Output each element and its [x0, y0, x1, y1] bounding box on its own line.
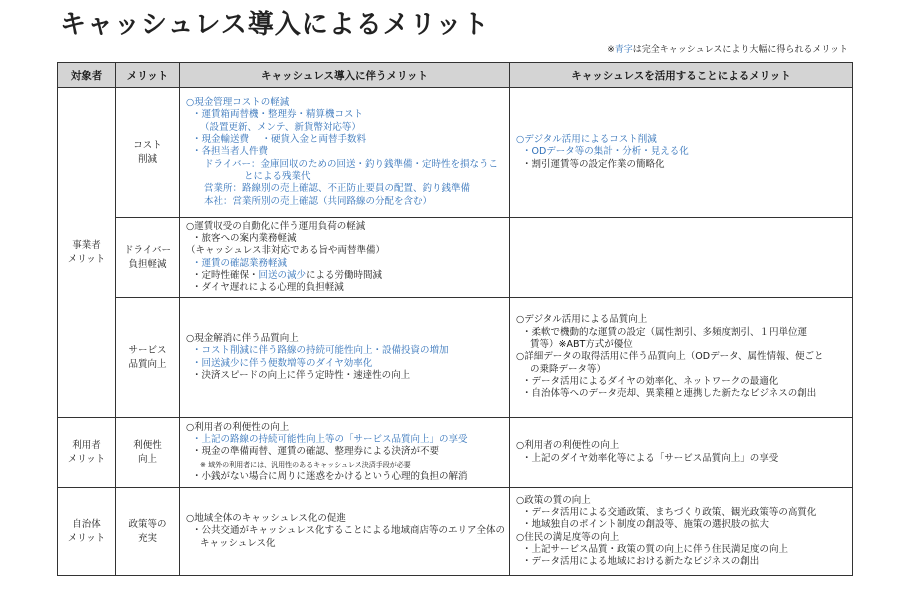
merit-line: サービス	[128, 344, 167, 356]
intro-cell	[180, 298, 510, 418]
text-line: ・上記の路線の持続可能性向上等の「サービス品質向上」の享受	[192, 434, 468, 446]
merit-line: ドライバー	[123, 244, 172, 256]
text-line: ○現金解消に伴う品質向上	[186, 332, 299, 344]
text-line: （キャッシュレス非対応である旨や両替準備）	[186, 245, 386, 257]
text-line: ・回送減少に伴う便数増等のダイヤ効率化	[192, 357, 373, 369]
text-line: ○住民の満足度等の向上	[516, 531, 620, 543]
use-cell	[510, 88, 853, 218]
text-line: ○現金管理コストの軽減	[186, 97, 290, 109]
intro-cell	[180, 418, 510, 488]
text-line: ○デジタル活用による品質向上	[516, 314, 648, 326]
header-intro-merit: キャッシュレス導入に伴うメリット	[180, 63, 510, 88]
table-row	[58, 88, 853, 218]
target-user	[58, 418, 116, 488]
text-line: ・データ活用による地域における新たなビジネスの創出	[522, 556, 760, 568]
merit-table	[57, 62, 853, 576]
text-line: ○利用者の利便性の向上	[516, 440, 620, 452]
merit-driver-burden	[116, 218, 180, 298]
merit-line: コスト	[133, 139, 162, 151]
text-line: ・各担当者人件費	[192, 146, 269, 158]
intro-cell	[180, 88, 510, 218]
text-line: ・運賃の確認業務軽減	[192, 257, 288, 269]
use-cell	[510, 488, 853, 576]
target-municipality	[58, 488, 116, 576]
text-line: ・現金の準備両替、運賃の確認、整理券による決済が不要	[192, 446, 440, 458]
header-target: 対象者	[58, 63, 116, 88]
text-line: ・自治体等へのデータ売却、異業種と連携した新たなビジネスの創出	[522, 388, 817, 400]
merit-line: 負担軽減	[128, 258, 167, 270]
text-line: ・旅客への案内業務軽減	[192, 232, 297, 244]
text-line: 本社：営業所別の売上確認（共同路線の分配を含む）	[204, 195, 433, 207]
merit-policy	[116, 488, 180, 576]
intro-cell	[180, 218, 510, 298]
merit-line: 向上	[137, 453, 157, 465]
note-suffix: は完全キャッシュレスにより大幅に得られるメリット	[632, 45, 848, 55]
use-cell	[510, 298, 853, 418]
merit-line: 品質向上	[128, 358, 167, 370]
text-line: ・決済スピードの向上に伴う定時性・速達性の向上	[192, 369, 411, 381]
legend-note	[607, 42, 848, 55]
merit-line: 充実	[137, 532, 157, 544]
text-line: 営業所：路線別の売上確認、不正防止要員の配置、釣り銭準備	[204, 183, 471, 195]
note-prefix: ※	[607, 45, 615, 55]
text-line-note: ※ 域外の利用者には、汎用性のあるキャッシュレス決済手段が必要	[200, 460, 411, 469]
table-row	[58, 418, 853, 488]
text-line: ・柔軟で機動的な運賃の設定（属性割引、多頻度割引、１円単位運	[522, 326, 808, 338]
note-blue-word: 青字	[614, 45, 633, 55]
header-merit: メリット	[116, 63, 180, 88]
target-line: 利用者	[72, 439, 101, 451]
text-segment: ・定時性確保・	[192, 269, 259, 281]
text-segment: による労働時間減	[306, 269, 383, 281]
text-line: ・上記サービス品質・政策の質の向上に伴う住民満足度の向上	[522, 543, 789, 555]
text-line: ・運賃箱両替機・整理券・精算機コスト	[192, 109, 364, 121]
text-line: ・公共交通がキャッシュレス化することによる地域商店等のエリア全体の	[192, 525, 506, 537]
use-cell-empty	[510, 218, 853, 298]
text-line: ○利用者の利便性の向上	[186, 421, 290, 433]
target-line: メリット	[67, 453, 106, 465]
text-line: ・データ活用によるダイヤの効率化、ネットワークの最適化	[522, 375, 779, 387]
merit-line: 政策等の	[128, 518, 167, 530]
text-line: ドライバー：金庫回収のための回送・釣り銭準備・定時性を損なうこ	[204, 158, 499, 170]
text-line: ・コスト削減に伴う路線の持続可能性向上・設備投資の増加	[192, 345, 449, 357]
text-line: ・小銭がない場合に周りに迷惑をかけるという心理的負担の解消	[192, 470, 468, 482]
target-operator	[58, 88, 116, 418]
text-line: ○デジタル活用によるコスト削減	[516, 134, 657, 146]
text-line: ○詳細データの取得活用に伴う品質向上（ODデータ、属性情報、便ごと	[516, 351, 824, 363]
intro-cell	[180, 488, 510, 576]
text-line: の乗降データ等）	[530, 363, 607, 375]
text-line: ・現金輸送費 ・硬貨入金と両替手数料	[192, 134, 367, 146]
text-line: キャッシュレス化	[200, 537, 276, 549]
merit-line: 削減	[137, 153, 157, 165]
table-header-row	[58, 63, 853, 88]
merit-service-quality	[116, 298, 180, 418]
text-line: ○政策の質の向上	[516, 494, 591, 506]
target-line: 事業者	[72, 239, 101, 251]
header-use-merit: キャッシュレスを活用することによるメリット	[510, 63, 853, 88]
page-title: キャッシュレス導入によるメリット	[60, 10, 490, 40]
use-cell	[510, 418, 853, 488]
text-line: ○運賃収受の自動化に伴う運用負荷の軽減	[186, 220, 366, 232]
table-row	[58, 218, 853, 298]
merit-convenience	[116, 418, 180, 488]
table-row	[58, 298, 853, 418]
text-line: ・割引運賃等の設定作業の簡略化	[522, 158, 665, 170]
merit-cost-reduction	[116, 88, 180, 218]
text-line: ・地域独自のポイント制度の創設等、施策の選択肢の拡大	[522, 519, 770, 531]
text-line: 賃等）※ABT方式が優位	[530, 339, 633, 351]
text-line: （設置更新、メンテ、新貨幣対応等）	[200, 121, 361, 133]
text-line: ・上記のダイヤ効率化等による「サービス品質向上」の享受	[522, 452, 779, 464]
text-line: ・データ活用による交通政策、まちづくり政策、観光政策等の高質化	[522, 506, 817, 518]
text-line: とによる残業代	[244, 170, 311, 182]
target-line: メリット	[67, 253, 106, 265]
text-segment-blue: 回送の減少	[258, 269, 307, 281]
merit-line: 利便性	[133, 439, 162, 451]
text-line: ・ODデータ等の集計・分析・見える化	[522, 146, 689, 158]
text-line: ・ダイヤ遅れによる心理的負担軽減	[192, 282, 344, 294]
target-line: 自治体	[72, 518, 101, 530]
text-line: ○地域全体のキャッシュレス化の促進	[186, 513, 346, 525]
table-row	[58, 488, 853, 576]
target-line: メリット	[67, 532, 106, 544]
